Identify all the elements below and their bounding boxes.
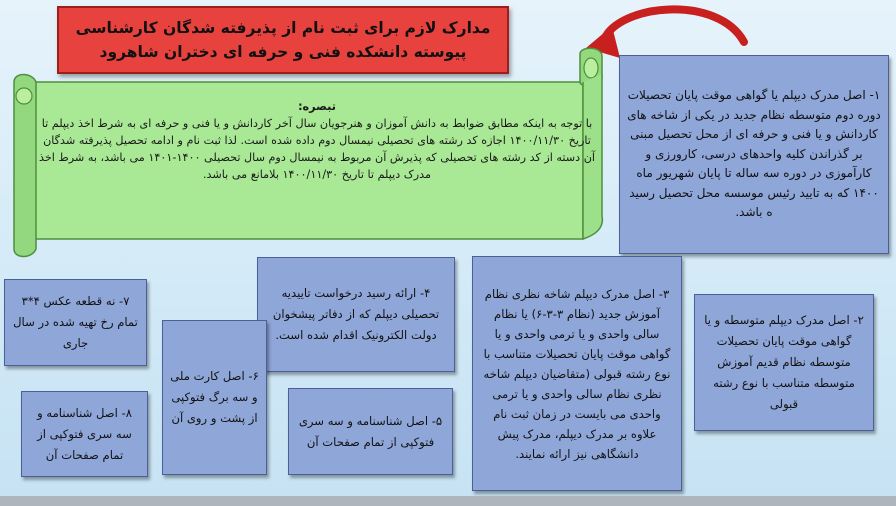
requirement-text-1: ۱- اصل مدرک دیپلم یا گواهی موقت پایان تحصیلات دوره دوم متوسطه نظام جدید در یکی از شاخه های کاردانش و یا فنی و حرفه ای از محل تحصیل مبنی بر گذراندن کلیه واحدهای درسی، کارورزی و کارآموزی در دوره سه ساله تا پایان شهریور ماه ۱۴۰۰ که به تایید رئیس موسسه محل تحصیل رسید ه باشد. — [627, 88, 881, 220]
requirement-text-3: ۳- اصل مدرک دیپلم شاخه نظری نظام آموزش جدید (نظام ۳-۳-۶) یا نظام سالی واحدی و یا ترمی واحدی و یا گواهی موقت پایان تحصیلات متناسب با نوع رشته قبولی (متقاضیان دیپلم شاخه نظری نظام سالی واحدی و یا ترمی واحدی می بایست در زمان ثبت نام علاوه بر مدرک دیپلم، مدرک پیش دانشگاهی نیز ارائه نمایند. — [483, 286, 671, 461]
requirement-box-1 — [619, 55, 889, 254]
requirement-text-4: ۴- ارائه رسید درخواست تاییدیه تحصیلی دیپلم که از دفاتر پیشخوان دولت الکترونیک اقدام شده است. — [272, 286, 440, 342]
requirement-box-4 — [257, 257, 455, 372]
requirement-text-5: ۵- اصل شناسنامه و سه سری فتوکپی از تمام صفحات آن — [298, 413, 443, 449]
requirement-text-2: ۲- اصل مدرک دیپلم متوسطه و یا گواهی موقت پایان تحصیلات متوسطه نظام قدیم آموزش متوسطه متناسب با نوع رشته قبولی — [704, 313, 864, 411]
requirement-box-6 — [162, 320, 267, 475]
note-text — [36, 98, 598, 228]
requirement-text-6: ۶- اصل کارت ملی و سه برگ فتوکپی از پشت و روی آن — [170, 369, 259, 425]
note-body: با توجه به اینکه مطابق ضوابط به دانش آموزان و هنرجویان سال آخر کاردانش و یا فنی و حرفه ای به شرط اخذ دیپلم تا تاریخ ۱۴۰۰/۱۱/۳۰ اجازه کد رشته های تحصیلی نیمسال دوم داده شده است. لذا ثبت نام و ادامه تحصیل پذیرفته شدگان آن دسته از کد رشته های تحصیلی که پذیرش آن مربوط به نیمسال دوم سال تحصیلی ۱۴۰۰-۱۴۰۱ می باشد، به شرط اخذ مدرک دیپلم تا تاریخ ۱۴۰۰/۱۱/۳۰ بلامانع می باشد. — [38, 117, 596, 181]
requirement-box-2 — [694, 294, 874, 431]
requirement-box-5 — [288, 388, 453, 475]
requirement-text-8: ۸- اصل شناسنامه و سه سری فتوکپی از تمام صفحات آن — [37, 405, 132, 462]
requirement-box-7 — [4, 279, 147, 366]
page-title: مدارک لازم برای ثبت نام از پذیرفته شدگان کارشناسی پیوسته دانشکده فنی و حرفه ای دختران شاهرود — [75, 19, 491, 61]
bottom-stripe — [0, 496, 896, 506]
note-heading: تبصره: — [298, 100, 336, 113]
requirement-box-8 — [21, 391, 148, 477]
requirement-text-7: ۷- نه قطعه عکس ۴*۳ تمام رخ تهیه شده در سال جاری — [13, 294, 138, 350]
requirement-box-3 — [472, 256, 682, 491]
